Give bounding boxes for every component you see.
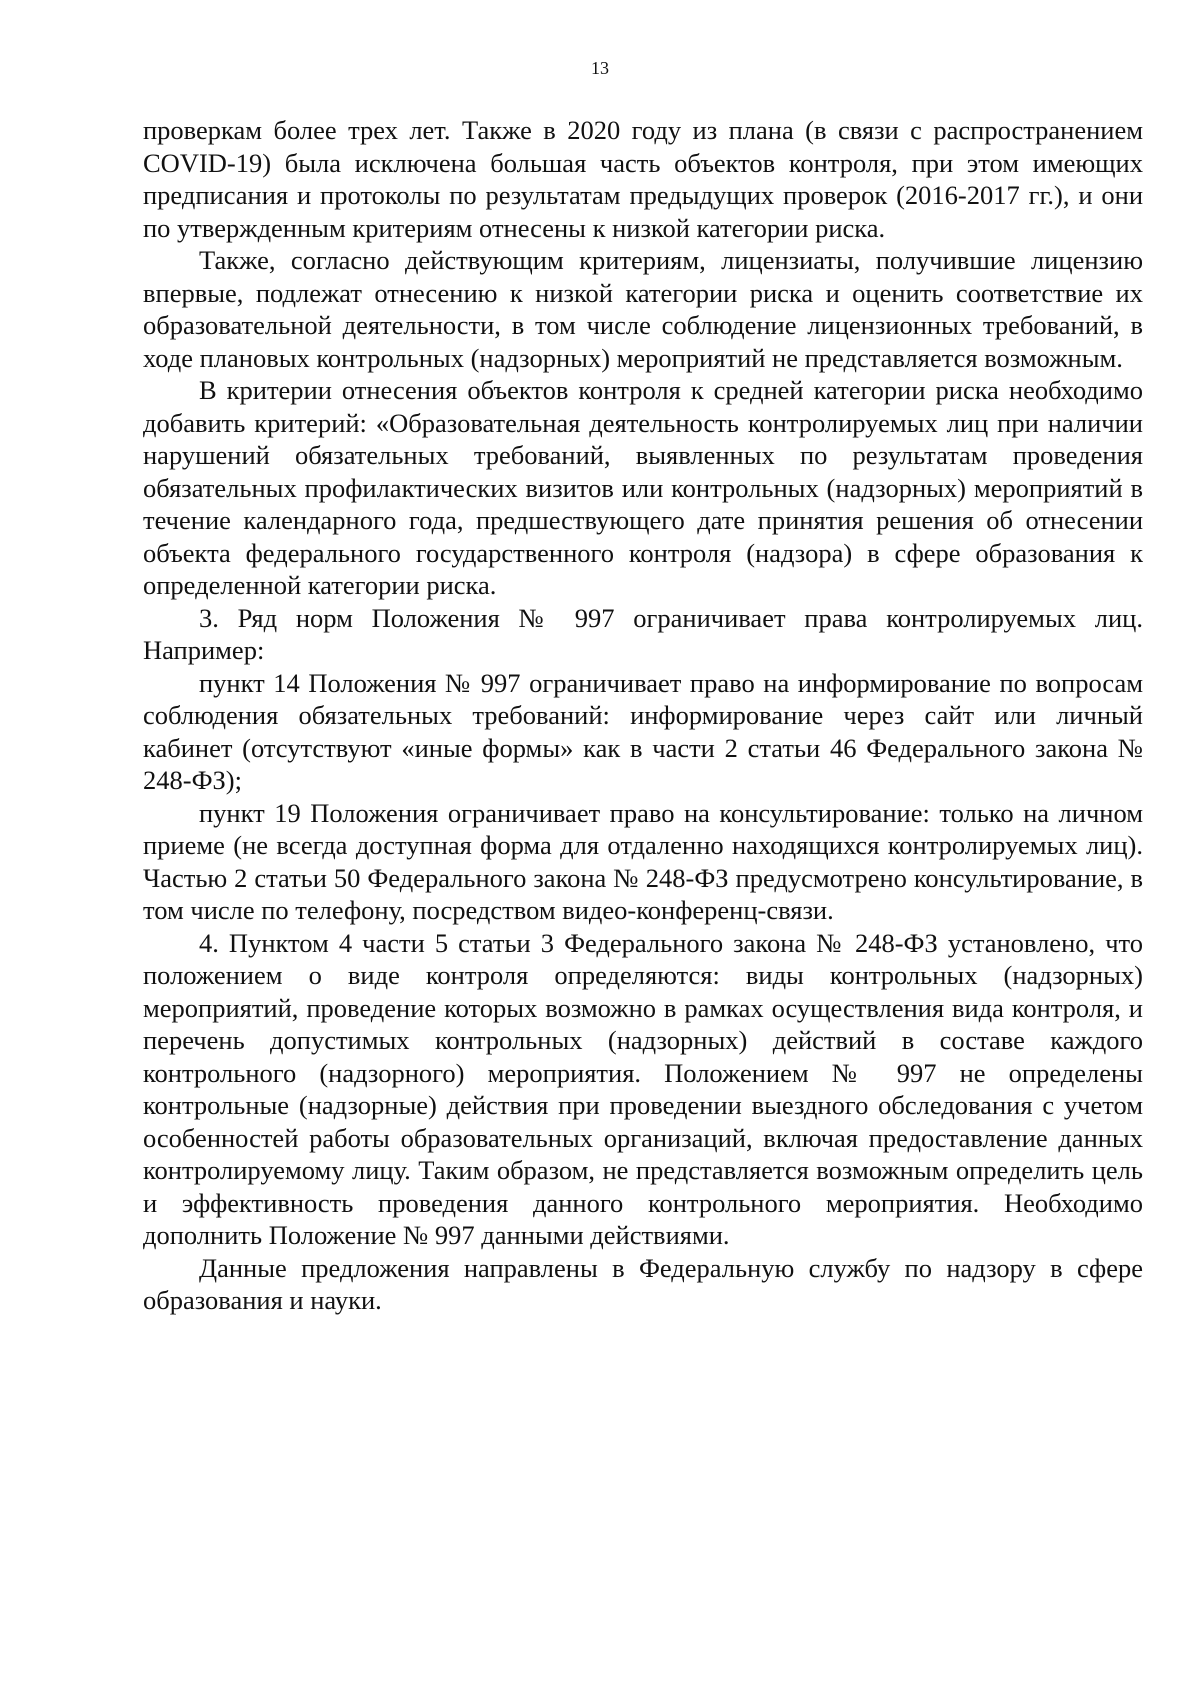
paragraph-risk-criteria: В критерии отнесения объектов контроля к средней категории риска необходимо добавить критерий: «Образовательная деятельность контролируемых лиц при наличии нарушений обязательных требований, выявленных по результатам проведения обязательных профилактических визитов или контрольных (надзорных) мероприятий в течение календарного года, предшествующего дате принятия решения об отнесении объекта федерального государственного контроля (надзора) в сфере образования к определенной категории риска. (143, 375, 1143, 600)
paragraph-item-3: 3. Ряд норм Положения № 997 ограничивает права контролируемых лиц. Например: (143, 602, 1143, 665)
page-number: 13 (591, 58, 609, 78)
document-body (143, 114, 1143, 1317)
paragraph-continuation: проверкам более трех лет. Также в 2020 году из плана (в связи с распространением COVID-19) была исключена большая часть объектов контроля, при этом имеющих предписания и протоколы по результатам предыдущих проверок (2016-2017 гг.), и они по утвержденным критериям отнесены к низкой категории риска. (143, 115, 1143, 243)
paragraph-point-19: пункт 19 Положения ограничивает право на консультирование: только на личном приеме (не всегда доступная форма для отдаленно находящихся контролируемых лиц). Частью 2 статьи 50 Федерального закона № 248-ФЗ предусмотрено консультирование, в том числе по телефону, посредством видео-конференц-связи. (143, 797, 1143, 925)
paragraph-licensees: Также, согласно действующим критериям, лицензиаты, получившие лицензию впервые, подлежат отнесению к низкой категории риска и оценить соответствие их образовательной деятельности, в том числе соблюдение лицензионных требований, в ходе плановых контрольных (надзорных) мероприятий не представляется возможным. (143, 245, 1143, 373)
paragraph-conclusion: Данные предложения направлены в Федеральную службу по надзору в сфере образования и науки. (143, 1252, 1143, 1315)
paragraph-point-14: пункт 14 Положения № 997 ограничивает право на информирование по вопросам соблюдения обязательных требований: информирование через сайт или личный кабинет (отсутствуют «иные формы» как в части 2 статьи 46 Федерального закона № 248-ФЗ); (143, 667, 1143, 795)
paragraph-item-4: 4. Пунктом 4 части 5 статьи 3 Федерального закона № 248-ФЗ установлено, что положением о виде контроля определяются: виды контрольных (надзорных) мероприятий, проведение которых возможно в рамках осуществления вида контроля, и перечень допустимых контрольных (надзорных) действий в составе каждого контрольного (надзорного) мероприятия. Положением № 997 не определены контрольные (надзорные) действия при проведении выездного обследования с учетом особенностей работы образовательных организаций, включая предоставление данных контролируемому лицу. Таким образом, не представляется возможным определить цель и эффективность проведения данного контрольного мероприятия. Необходимо дополнить Положение № 997 данными действиями. (143, 927, 1143, 1250)
